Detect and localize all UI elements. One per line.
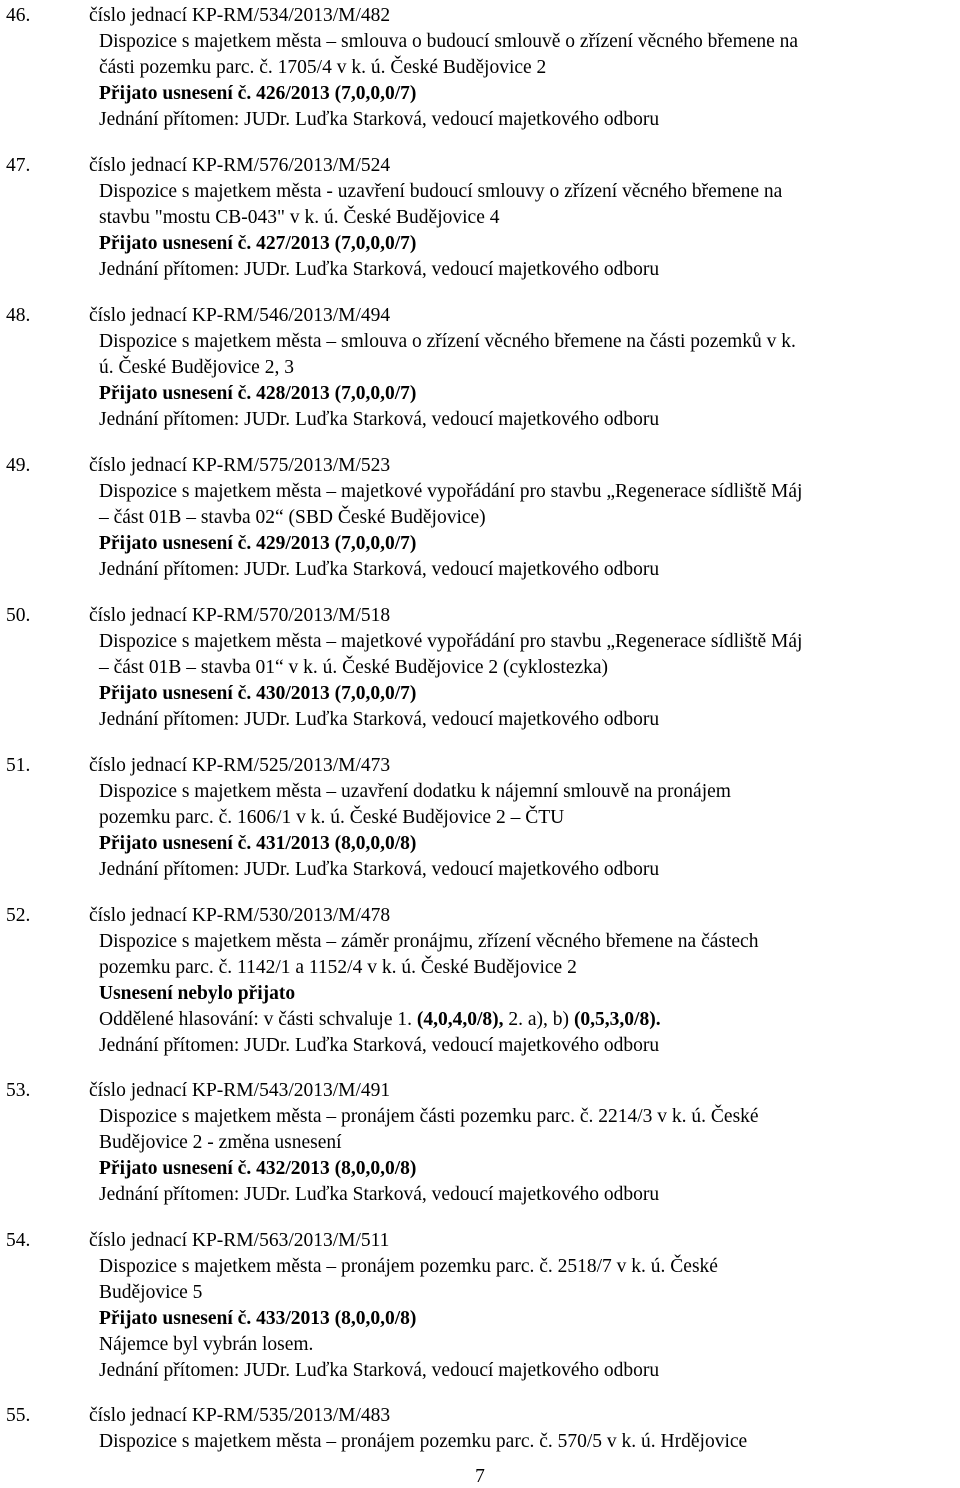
resolution-result: Přijato usnesení č. 432/2013 (8,0,0,0/8) [99, 1158, 417, 1179]
agenda-item [0, 3, 960, 133]
reference-number: číslo jednací KP-RM/530/2013/M/478 [89, 905, 391, 926]
resolution-result: Přijato usnesení č. 429/2013 (7,0,0,0/7) [99, 533, 417, 554]
attendance-note: Jednání přítomen: JUDr. Luďka Starková, vedoucí majetkového odboru [99, 859, 660, 880]
attendance-note: Jednání přítomen: JUDr. Luďka Starková, vedoucí majetkového odboru [99, 259, 660, 280]
resolution-result: Přijato usnesení č. 428/2013 (7,0,0,0/7) [99, 383, 417, 404]
item-description-line: Budějovice 2 - změna usnesení [99, 1132, 342, 1153]
resolution-result: Přijato usnesení č. 426/2013 (7,0,0,0/7) [99, 83, 417, 104]
item-number: 52. [6, 905, 31, 926]
agenda-item [0, 303, 960, 433]
item-number: 49. [6, 455, 31, 476]
reference-number: číslo jednací KP-RM/575/2013/M/523 [89, 455, 391, 476]
attendance-note: Jednání přítomen: JUDr. Luďka Starková, vedoucí majetkového odboru [99, 1184, 660, 1205]
agenda-item [0, 153, 960, 283]
reference-number: číslo jednací KP-RM/576/2013/M/524 [89, 155, 391, 176]
agenda-item [0, 1228, 960, 1384]
agenda-item [0, 603, 960, 733]
agenda-item [0, 753, 960, 883]
resolution-result: Usnesení nebylo přijato [99, 983, 296, 1004]
reference-number: číslo jednací KP-RM/570/2013/M/518 [89, 605, 391, 626]
resolution-result: Přijato usnesení č. 427/2013 (7,0,0,0/7) [99, 233, 417, 254]
item-number: 47. [6, 155, 31, 176]
attendance-note: Jednání přítomen: JUDr. Luďka Starková, vedoucí majetkového odboru [99, 709, 660, 730]
item-number: 54. [6, 1230, 31, 1251]
item-description-line: Dispozice s majetkem města – pronájem pozemku parc. č. 2518/7 v k. ú. České [99, 1256, 718, 1277]
item-number: 51. [6, 755, 31, 776]
reference-number: číslo jednací KP-RM/525/2013/M/473 [89, 755, 391, 776]
resolution-result: Přijato usnesení č. 431/2013 (8,0,0,0/8) [99, 833, 417, 854]
voting-count: (4,0,4,0/8), [416, 1009, 504, 1030]
item-number: 53. [6, 1080, 31, 1101]
voting-result [99, 1007, 960, 1033]
item-description-line: Dispozice s majetkem města – záměr pronájmu, zřízení věcného břemene na částech [99, 931, 759, 952]
reference-number: číslo jednací KP-RM/563/2013/M/511 [89, 1230, 390, 1251]
item-description-line: – část 01B – stavba 02“ (SBD České Budějovice) [99, 507, 486, 528]
item-description-line: Dispozice s majetkem města – pronájem části pozemku parc. č. 2214/3 v k. ú. České [99, 1106, 759, 1127]
item-description-line: Dispozice s majetkem města – smlouva o zřízení věcného břemene na části pozemků v k. [99, 331, 796, 352]
attendance-note: Jednání přítomen: JUDr. Luďka Starková, vedoucí majetkového odboru [99, 1035, 660, 1056]
item-number: 48. [6, 305, 31, 326]
reference-number: číslo jednací KP-RM/535/2013/M/483 [89, 1405, 391, 1426]
reference-number: číslo jednací KP-RM/534/2013/M/482 [89, 5, 391, 26]
item-note: Nájemce byl vybrán losem. [99, 1334, 314, 1355]
attendance-note: Jednání přítomen: JUDr. Luďka Starková, vedoucí majetkového odboru [99, 109, 660, 130]
reference-number: číslo jednací KP-RM/546/2013/M/494 [89, 305, 391, 326]
item-description-line: Dispozice s majetkem města – majetkové vypořádání pro stavbu „Regenerace sídliště Máj [99, 481, 803, 502]
item-description-line: části pozemku parc. č. 1705/4 v k. ú. České Budějovice 2 [99, 57, 547, 78]
agenda-item [0, 903, 960, 1059]
attendance-note: Jednání přítomen: JUDr. Luďka Starková, vedoucí majetkového odboru [99, 559, 660, 580]
agenda-item [0, 1403, 960, 1455]
voting-text: 2. a), b) [503, 1009, 574, 1030]
agenda-item [0, 453, 960, 583]
item-number: 46. [6, 5, 31, 26]
item-description-line: – část 01B – stavba 01“ v k. ú. České Budějovice 2 (cyklostezka) [99, 657, 609, 678]
item-description-line: Dispozice s majetkem města – uzavření dodatku k nájemní smlouvě na pronájem [99, 781, 731, 802]
item-description-line: Dispozice s majetkem města – majetkové vypořádání pro stavbu „Regenerace sídliště Máj [99, 631, 803, 652]
item-description-line: Budějovice 5 [99, 1282, 203, 1303]
page-number: 7 [475, 1466, 485, 1487]
item-description-line: pozemku parc. č. 1142/1 a 1152/4 v k. ú. České Budějovice 2 [99, 957, 577, 978]
item-description-line: Dispozice s majetkem města - uzavření budoucí smlouvy o zřízení věcného břemene na [99, 181, 783, 202]
item-description-line: pozemku parc. č. 1606/1 v k. ú. České Budějovice 2 – ČTU [99, 807, 565, 828]
agenda-item [0, 1078, 960, 1208]
item-description-line: ú. České Budějovice 2, 3 [99, 357, 294, 378]
reference-number: číslo jednací KP-RM/543/2013/M/491 [89, 1080, 391, 1101]
attendance-note: Jednání přítomen: JUDr. Luďka Starková, vedoucí majetkového odboru [99, 409, 660, 430]
attendance-note: Jednání přítomen: JUDr. Luďka Starková, vedoucí majetkového odboru [99, 1360, 660, 1381]
voting-count: (0,5,3,0/8). [573, 1009, 661, 1030]
resolution-result: Přijato usnesení č. 430/2013 (7,0,0,0/7) [99, 683, 417, 704]
item-number: 55. [6, 1405, 31, 1426]
item-description-line: stavbu "mostu CB-043" v k. ú. České Budějovice 4 [99, 207, 500, 228]
item-number: 50. [6, 605, 31, 626]
voting-text: Oddělené hlasování: v části schvaluje 1. [99, 1009, 417, 1030]
resolution-result: Přijato usnesení č. 433/2013 (8,0,0,0/8) [99, 1308, 417, 1329]
item-description-line: Dispozice s majetkem města – smlouva o budoucí smlouvě o zřízení věcného břemene na [99, 31, 799, 52]
item-description-line: Dispozice s majetkem města – pronájem pozemku parc. č. 570/5 v k. ú. Hrdějovice [99, 1431, 748, 1452]
